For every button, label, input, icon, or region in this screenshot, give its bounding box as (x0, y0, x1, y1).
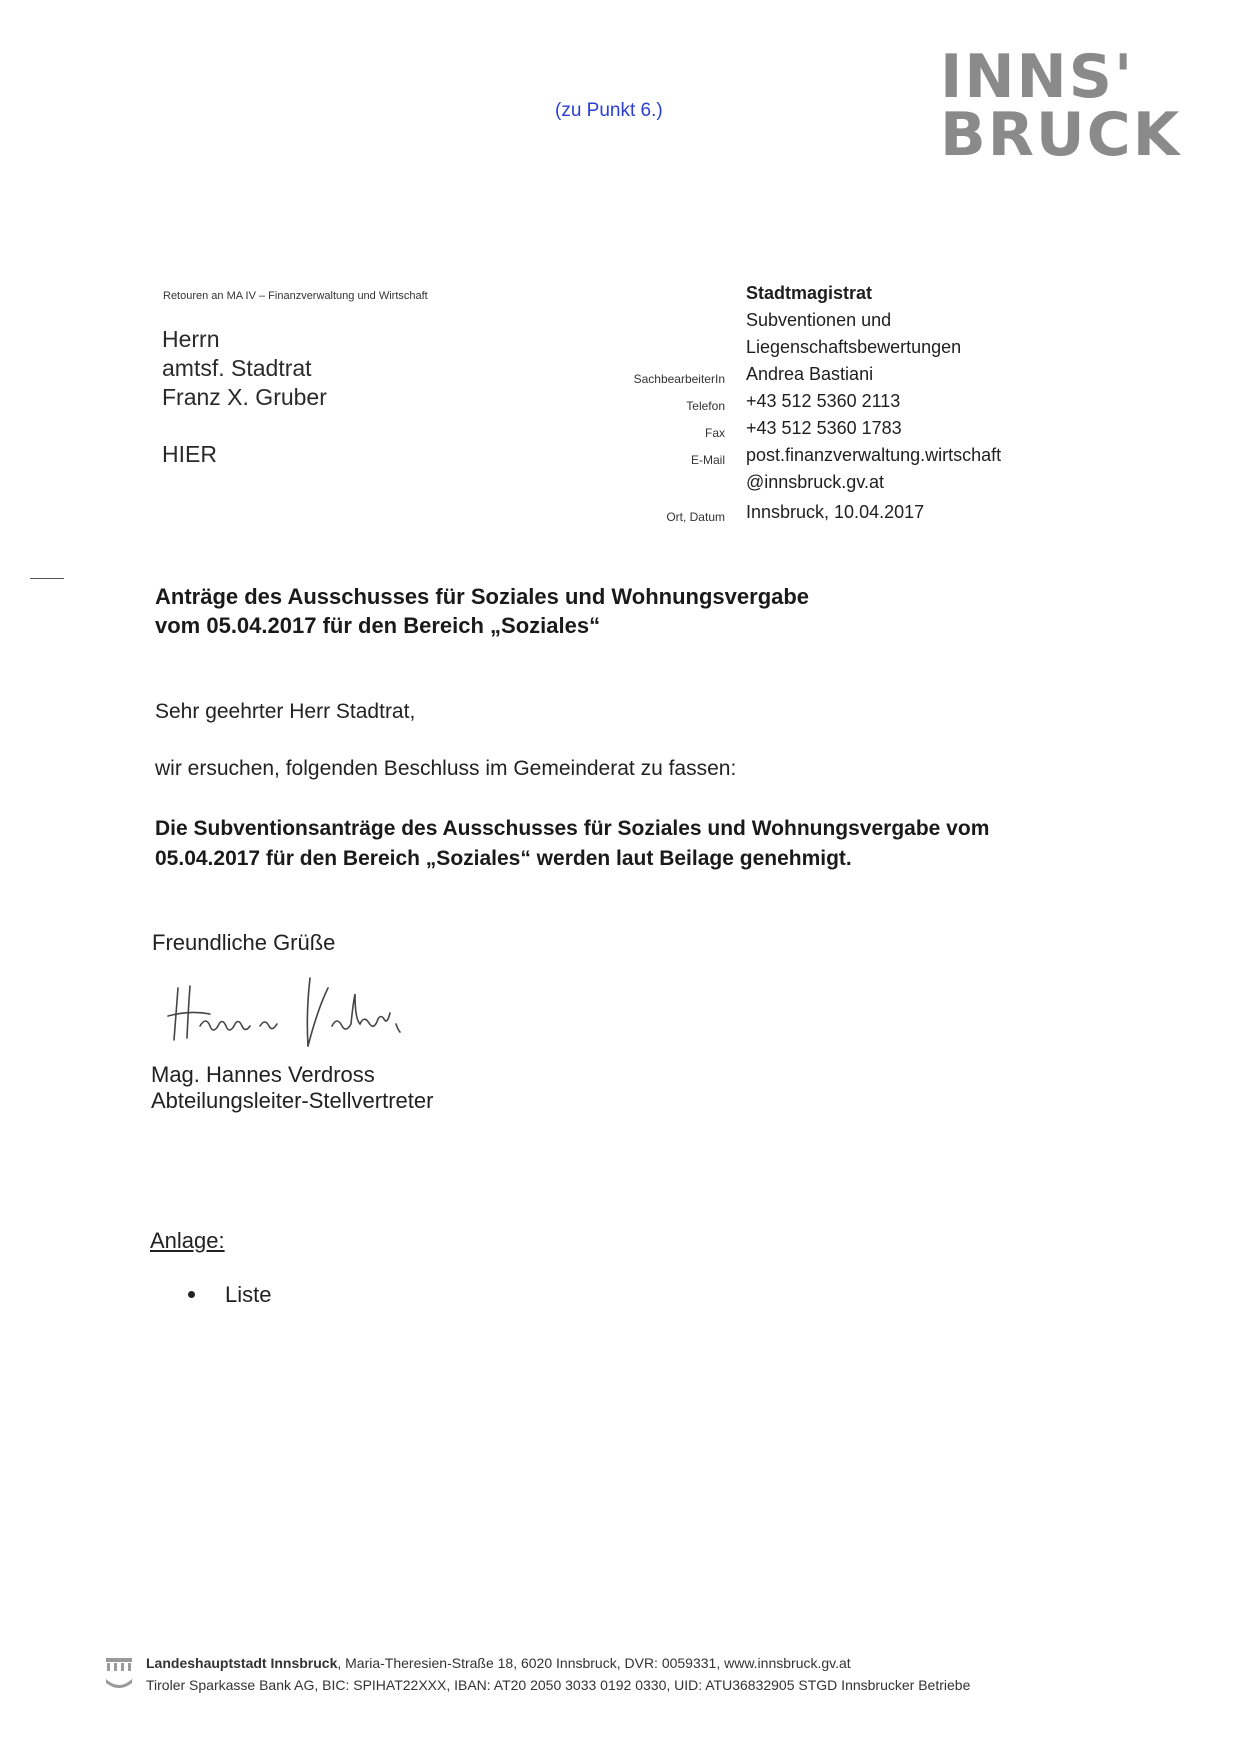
footer-line-2: Tiroler Sparkasse Bank AG, BIC: SPIHAT22XXX, IBAN: AT20 2050 3033 0192 0330, UID: ATU36832905 STGD Innsbrucker Betriebe (146, 1677, 971, 1693)
sender-fax: +43 512 5360 1783 (746, 418, 902, 438)
recipient-location: HIER (162, 441, 217, 467)
footer-address: , Maria-Theresien-Straße 18, 6020 Innsbruck, DVR: 0059331, www.innsbruck.gv.at (337, 1655, 851, 1671)
return-address: Retouren an MA IV – Finanzverwaltung und Wirtschaft (163, 290, 428, 302)
bullet-icon (188, 1291, 195, 1298)
fax-label: Fax (704, 426, 725, 440)
signer-name: Mag. Hannes Verdross (151, 1062, 375, 1087)
fold-mark (30, 578, 64, 579)
request-text: wir ersuchen, folgenden Beschluss im Gemeinderat zu fassen: (155, 757, 737, 780)
closing: Freundliche Grüße (152, 930, 336, 955)
place-date-label: Ort, Datum (666, 510, 725, 524)
subject (155, 582, 809, 640)
decision-line-2: 05.04.2017 für den Bereich „Soziales“ werden laut Beilage genehmigt. (155, 847, 852, 870)
decision-line-1: Die Subventionsanträge des Ausschusses für Soziales und Wohnungsvergabe vom (155, 817, 990, 840)
sender-org: Stadtmagistrat (746, 283, 873, 303)
annex-list (188, 1282, 271, 1308)
annex-title: Anlage: (150, 1228, 225, 1253)
innsbruck-logo (940, 42, 1182, 178)
sender-email-2: @innsbruck.gv.at (746, 472, 884, 492)
sender-place-date: Innsbruck, 10.04.2017 (746, 502, 925, 522)
sender-block (746, 280, 1001, 526)
reference-note: (zu Punkt 6.) (555, 100, 663, 121)
sender-email-1: post.finanzverwaltung.wirtschaft (746, 445, 1002, 465)
recipient-name: Franz X. Gruber (162, 384, 327, 410)
annex-item-label: Liste (225, 1282, 272, 1307)
recipient-title: amtsf. Stadtrat (162, 355, 312, 381)
recipient-block (162, 325, 327, 469)
sender-phone: +43 512 5360 2113 (746, 391, 901, 411)
subject-line-2: vom 05.04.2017 für den Bereich „Soziales“ (155, 613, 601, 638)
phone-label: Telefon (686, 399, 725, 413)
list-item (188, 1282, 271, 1308)
signer-title: Abteilungsleiter-Stellvertreter (151, 1088, 434, 1113)
salutation: Sehr geehrter Herr Stadtrat, (155, 700, 416, 723)
footer-line-1 (146, 1655, 851, 1671)
subject-line-1: Anträge des Ausschusses für Soziales und Wohnungsvergabe (155, 584, 810, 609)
email-label: E-Mail (690, 453, 725, 467)
signer-block (151, 1062, 433, 1114)
logo-line-1: INNS' (940, 42, 1135, 112)
recipient-salutation: Herrn (162, 326, 220, 352)
footer-city-name: Landeshauptstadt Innsbruck (146, 1655, 338, 1671)
sender-dept-1: Subventionen und (746, 310, 892, 330)
city-coat-of-arms-icon (104, 1655, 134, 1693)
handwritten-signature (160, 968, 420, 1053)
sender-dept-2: Liegenschaftsbewertungen (746, 337, 962, 357)
clerk-label: SachbearbeiterIn (633, 372, 725, 386)
decision-text (155, 814, 1105, 874)
sender-clerk: Andrea Bastiani (746, 364, 874, 384)
logo-line-2: BRUCK (940, 100, 1182, 170)
